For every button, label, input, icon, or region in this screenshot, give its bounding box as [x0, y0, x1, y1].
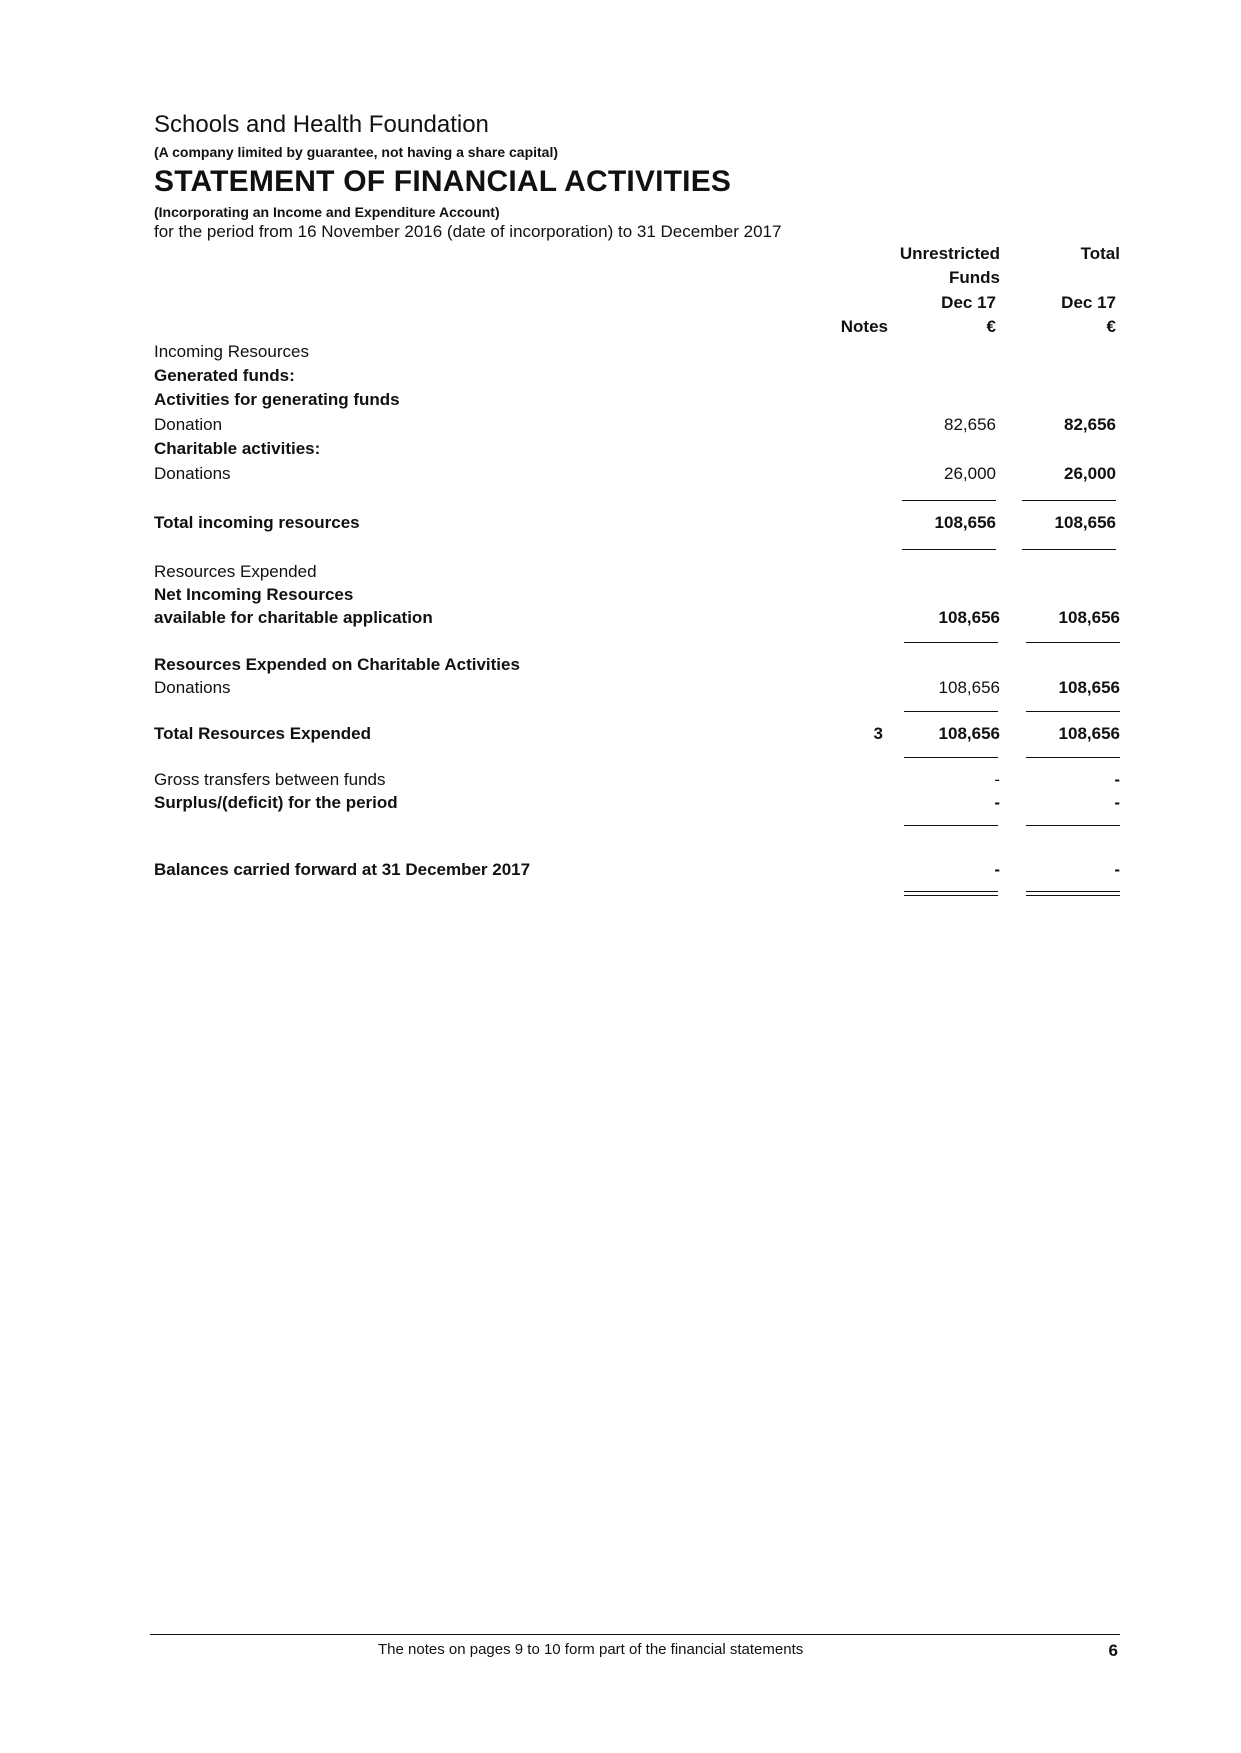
row-total-incoming-total: 108,656: [1054, 513, 1116, 532]
row-donations-in-label: Donations: [154, 464, 231, 483]
row-balances-cf-unrestricted: -: [994, 860, 1000, 879]
reporting-period: for the period from 16 November 2016 (date of incorporation) to 31 December 2017: [154, 222, 782, 241]
rule-total-incoming-unrestricted: [902, 549, 996, 550]
col-total-currency: €: [1106, 317, 1116, 336]
col-unrestricted-currency: €: [986, 317, 996, 336]
col-unrestricted-line1: Unrestricted: [899, 244, 1000, 263]
row-total-expended-note: 3: [873, 724, 883, 743]
row-net-incoming-label: available for charitable application: [154, 608, 433, 627]
row-donations-out-unrestricted: 108,656: [938, 678, 1000, 697]
row-balances-cf-label: Balances carried forward at 31 December 2017: [154, 860, 531, 879]
row-donations-out-label: Donations: [154, 678, 231, 697]
row-donations-out-total: 108,656: [1058, 678, 1120, 697]
col-unrestricted-period: Dec 17: [941, 293, 996, 312]
heading-net-incoming: Net Incoming Resources: [154, 585, 354, 604]
rule-surplus-unrestricted: [904, 825, 998, 826]
col-total-period: Dec 17: [1061, 293, 1116, 312]
rule-donations-out-total: [1026, 711, 1120, 712]
col-unrestricted-line2: Funds: [949, 268, 1000, 287]
rule-total-expended-unrestricted: [904, 757, 998, 758]
row-total-expended-total: 108,656: [1058, 724, 1120, 743]
row-donation-label: Donation: [154, 415, 223, 434]
rule-donations-out-unrestricted: [904, 711, 998, 712]
row-gross-transfers-label: Gross transfers between funds: [154, 770, 386, 789]
rule-total-expended-total: [1026, 757, 1120, 758]
heading-charitable-activities: Charitable activities:: [154, 439, 321, 458]
row-donation-unrestricted: 82,656: [944, 415, 996, 434]
section-resources-expended: Resources Expended: [154, 562, 317, 581]
page-title: STATEMENT OF FINANCIAL ACTIVITIES: [154, 165, 732, 198]
row-balances-cf-total: -: [1114, 860, 1120, 879]
page-number: 6: [1108, 1641, 1118, 1660]
heading-activities-generating: Activities for generating funds: [154, 390, 400, 409]
section-incoming-resources: Incoming Resources: [154, 342, 309, 361]
heading-expended-charitable: Resources Expended on Charitable Activities: [154, 655, 520, 674]
row-donations-in-unrestricted: 26,000: [944, 464, 996, 483]
company-note: (A company limited by guarantee, not having a share capital): [154, 144, 559, 160]
page-subtitle: (Incorporating an Income and Expenditure Account): [154, 204, 500, 220]
rule-surplus-total: [1026, 825, 1120, 826]
footer-note: The notes on pages 9 to 10 form part of the financial statements: [378, 1641, 804, 1658]
row-surplus-unrestricted: -: [994, 793, 1000, 812]
row-net-incoming-unrestricted: 108,656: [938, 608, 1000, 627]
col-total: Total: [1080, 244, 1120, 263]
row-surplus-total: -: [1114, 793, 1120, 812]
row-gross-transfers-total: -: [1114, 770, 1120, 789]
rule-subtotal-total: [1022, 500, 1116, 501]
row-surplus-label: Surplus/(deficit) for the period: [154, 793, 398, 812]
row-donations-in-total: 26,000: [1064, 464, 1116, 483]
row-net-incoming-total: 108,656: [1058, 608, 1120, 627]
row-total-incoming-label: Total incoming resources: [154, 513, 360, 532]
footer-divider: [150, 1634, 1120, 1635]
row-donation-total: 82,656: [1064, 415, 1116, 434]
row-total-expended-unrestricted: 108,656: [938, 724, 1000, 743]
row-gross-transfers-unrestricted: -: [994, 770, 1000, 789]
rule-total-incoming-total: [1022, 549, 1116, 550]
rule-subtotal-unrestricted: [902, 500, 996, 501]
organisation-name: Schools and Health Foundation: [154, 111, 489, 138]
double-rule-total: [1026, 891, 1120, 896]
double-rule-unrestricted: [904, 891, 998, 896]
col-notes: Notes: [840, 317, 888, 336]
rule-net-incoming-unrestricted: [904, 642, 998, 643]
rule-net-incoming-total: [1026, 642, 1120, 643]
row-total-expended-label: Total Resources Expended: [154, 724, 371, 743]
heading-generated-funds: Generated funds:: [154, 366, 295, 385]
row-total-incoming-unrestricted: 108,656: [934, 513, 996, 532]
